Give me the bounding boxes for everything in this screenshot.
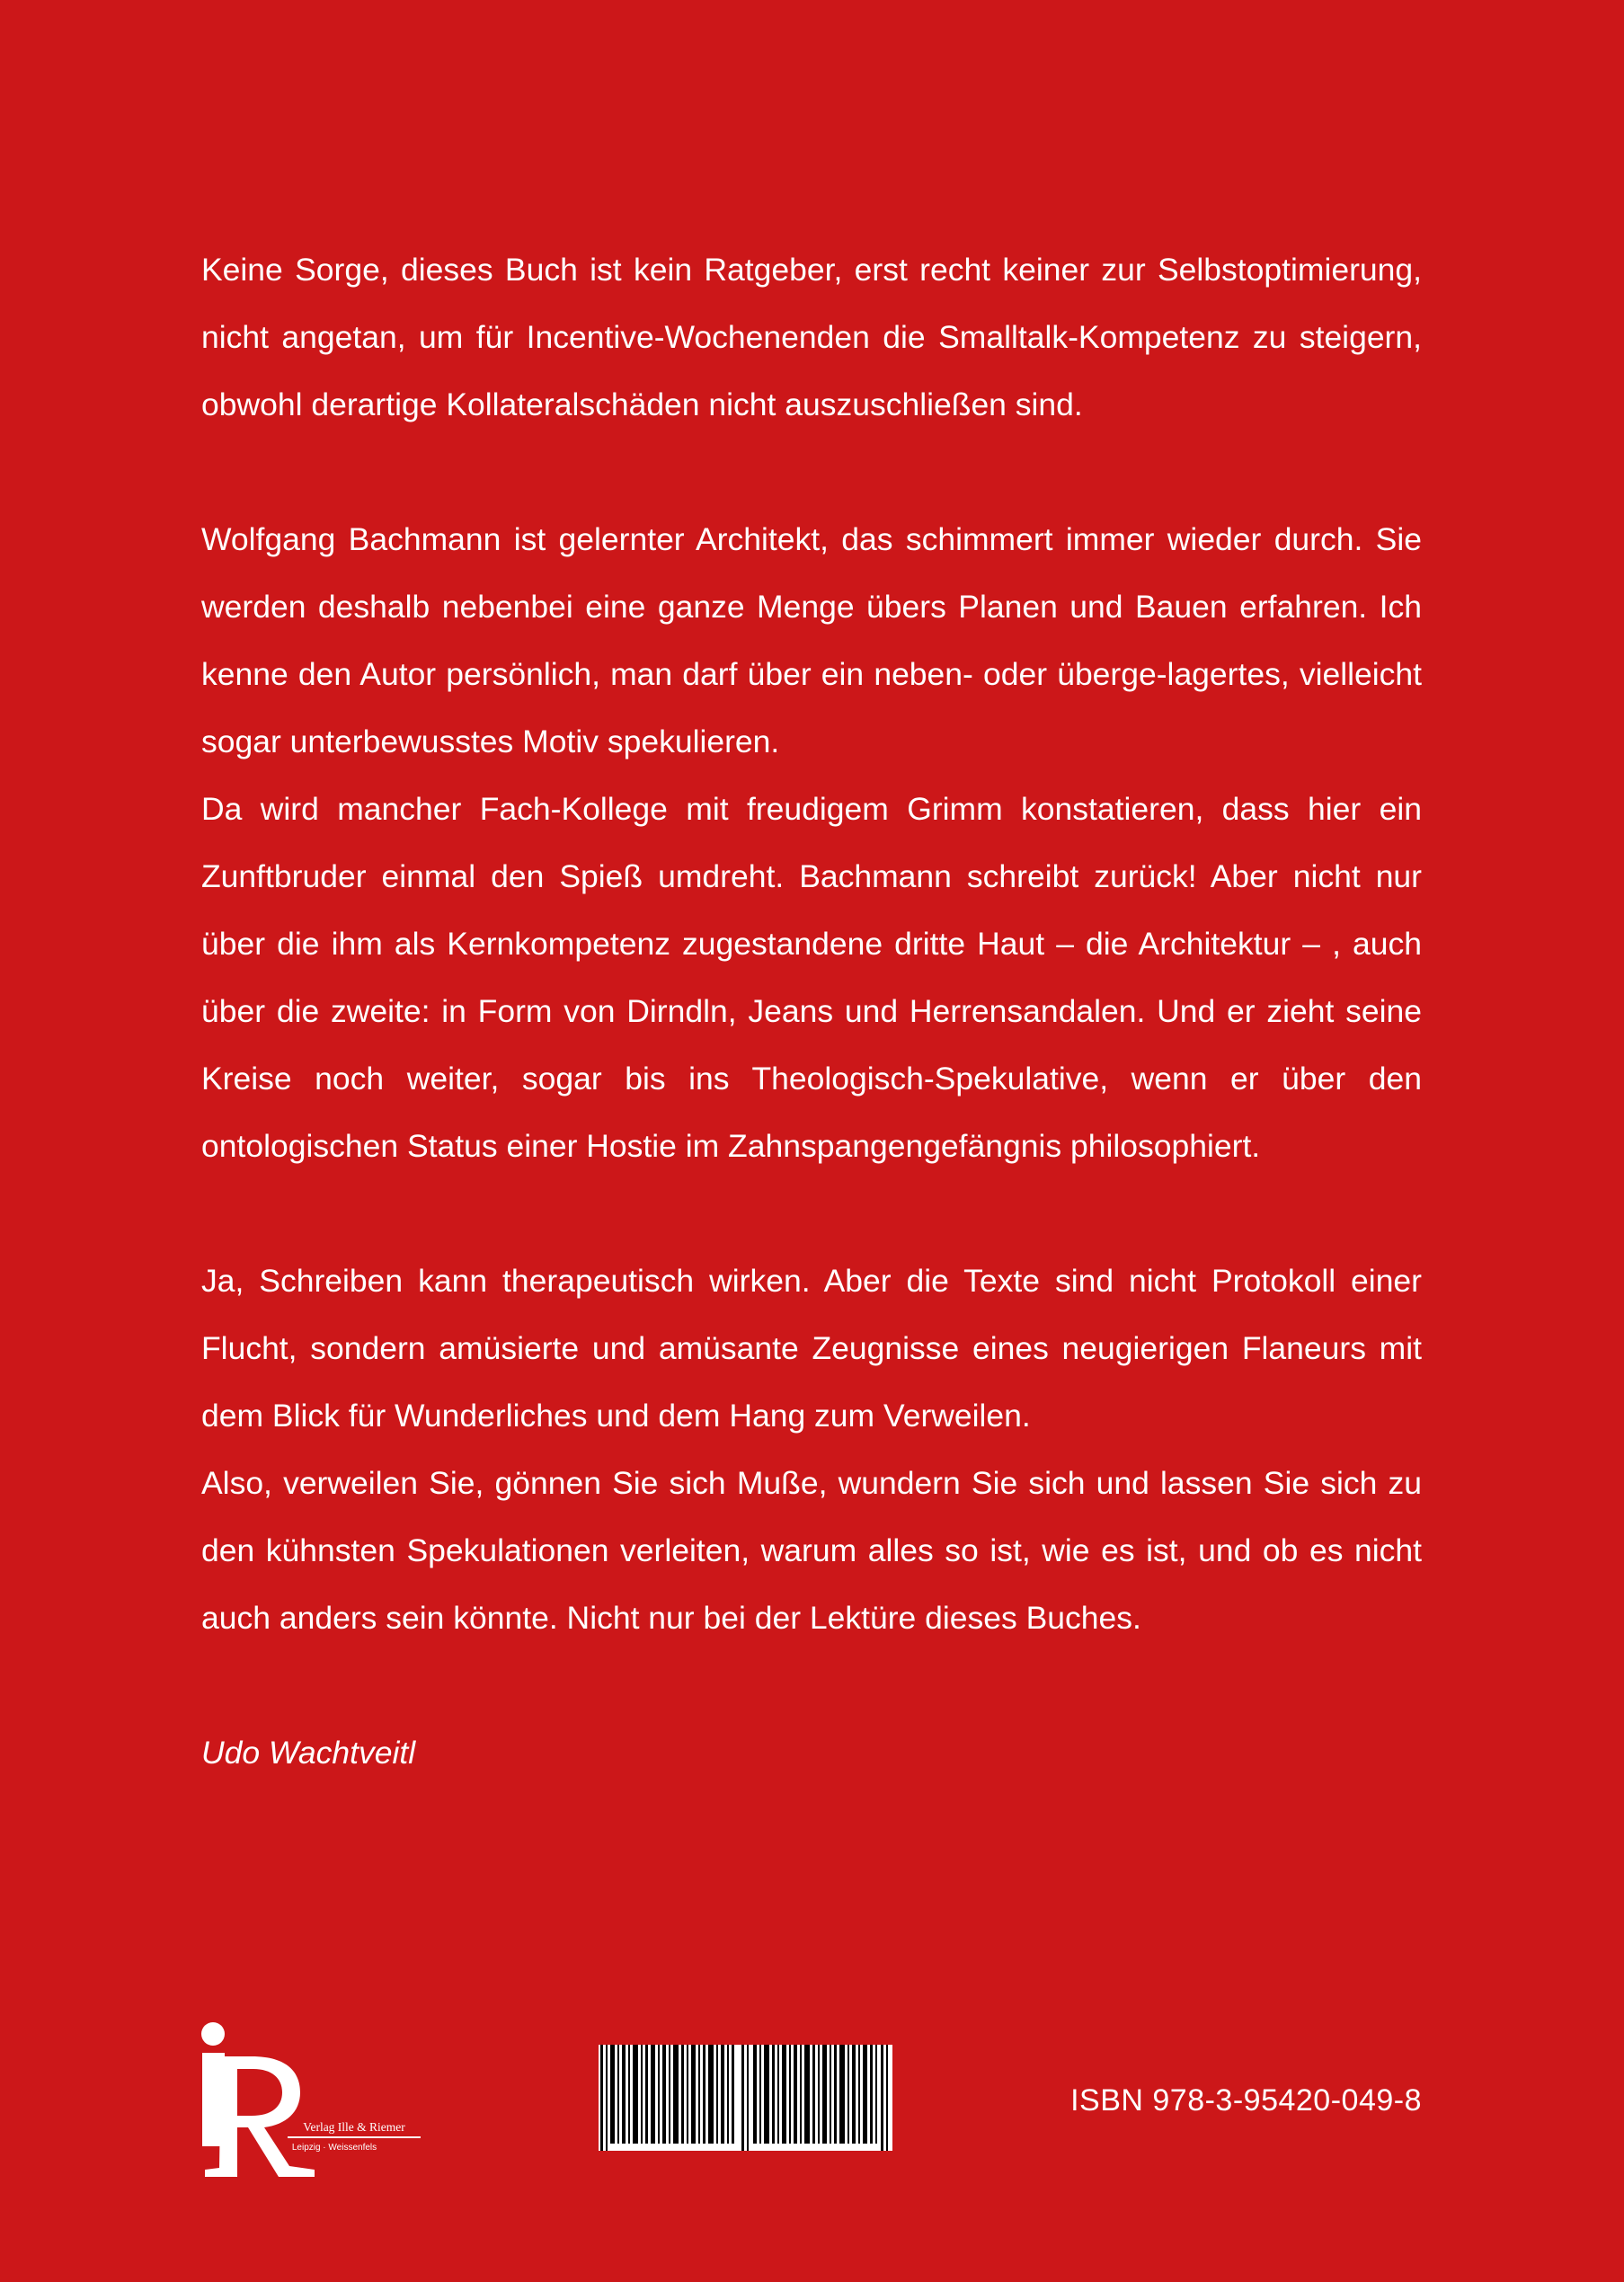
publisher-logo-icon <box>200 2019 424 2180</box>
publisher-cities: Leipzig · Weissenfels <box>291 2143 377 2153</box>
blurb-paragraph-3: Da wird mancher Fach-Kollege mit freudigem Grimm konstatieren, dass hier ein Zunftbruder einmal den Spieß umdreht. Bachmann schreibt zurück! Aber nicht nur über die ihm als Kernkompetenz zugestandene dritte Haut – die Architektur – , auch über die zweite: in Form von Dirndln, Jeans und Herrensandalen. Und er zieht seine Kreise noch weiter, sogar bis ins Theologisch-Spekulative, wenn er über den ontologischen Status einer Hostie im Zahnspangengefängnis philosophiert. <box>201 791 1422 1164</box>
publisher-name: Verlag Ille & Riemer <box>303 2120 405 2134</box>
publisher-logo <box>200 2019 424 2180</box>
blurb-signature: Udo Wachtveitl <box>201 1735 416 1771</box>
blurb-paragraph-5: Also, verweilen Sie, gönnen Sie sich Muße, wundern Sie sich und lassen Sie sich zu den kühnsten Spekulationen verleiten, warum alles so ist, wie es ist, und ob es nicht auch anders sein könnte. Nicht nur bei der Lektüre dieses Buches. <box>201 1465 1422 1636</box>
blurb-paragraph-2: Wolfgang Bachmann ist gelernter Architekt, das schimmert immer wieder durch. Sie werden deshalb nebenbei eine ganze Menge übers Planen und Bauen erfahren. Ich kenne den Autor persönlich, man darf über ein neben- oder überge-lagertes, vielleicht sogar unterbewusstes Motiv spekulieren. <box>201 521 1422 759</box>
barcode-icon <box>599 2045 892 2151</box>
blurb-paragraph-4: Ja, Schreiben kann therapeutisch wirken. Aber die Texte sind nicht Protokoll einer Flucht, sondern amüsierte und amüsante Zeugnisse eines neugierigen Flaneurs mit dem Blick für Wunderliches und dem Hang zum Verweilen. <box>201 1263 1422 1434</box>
blurb-text <box>201 236 1422 1787</box>
isbn-label: ISBN 978-3-95420-049-8 <box>1070 2083 1422 2118</box>
barcode <box>599 2045 892 2151</box>
blurb-paragraph-1: Keine Sorge, dieses Buch ist kein Ratgeber, erst recht keiner zur Selbstoptimierung, nicht angetan, um für Incentive-Wochenenden die Smalltalk-Kompetenz zu steigern, obwohl derartige Kollateralschäden nicht auszuschließen sind. <box>201 252 1422 422</box>
